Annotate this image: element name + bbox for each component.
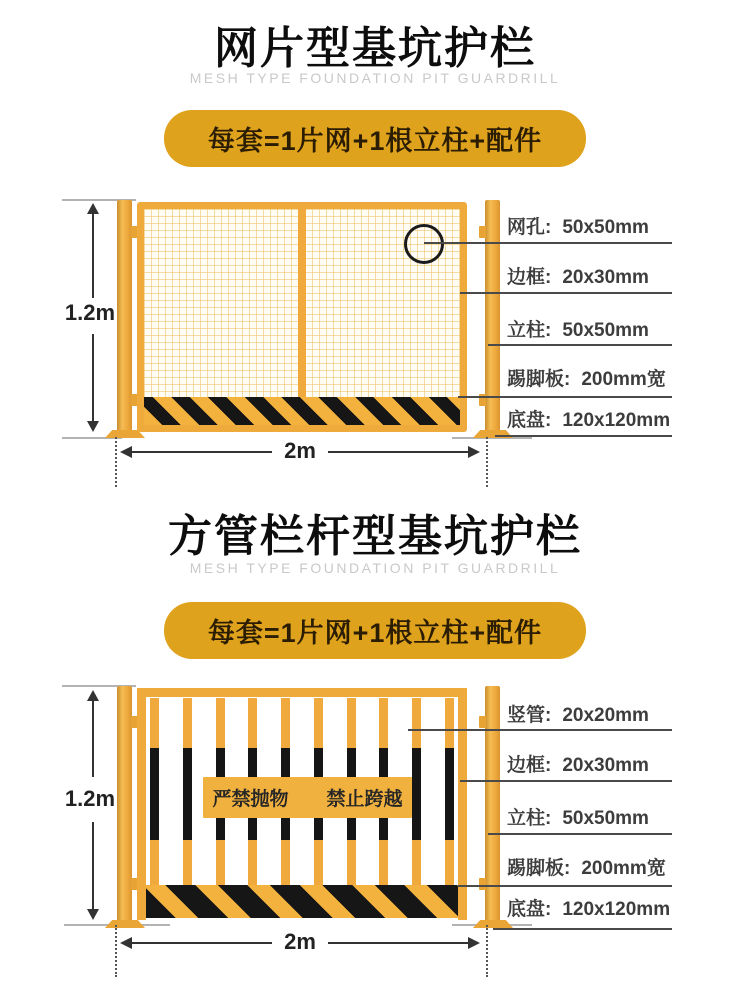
left-base-plate — [105, 920, 145, 928]
spec-label: 竖管: — [507, 705, 552, 726]
center-divider — [298, 209, 306, 397]
spec-row — [507, 315, 649, 342]
left-rail — [137, 688, 146, 920]
extension-line — [115, 925, 117, 977]
square-tube-bar — [412, 698, 421, 885]
square-tube-bar — [445, 698, 454, 885]
bracket — [479, 716, 486, 728]
height-dim-line — [92, 822, 94, 910]
extension-line — [486, 437, 488, 487]
leader-line — [488, 833, 672, 835]
set-contents-badge: 每套=1片网+1根立柱+配件 — [164, 110, 586, 167]
section2-subtitle: MESH TYPE FOUNDATION PIT GUARDRILL — [189, 560, 561, 576]
spec-value: 120x120mm — [562, 410, 671, 431]
height-dim-line — [92, 334, 94, 422]
leader-line — [460, 292, 672, 294]
leader-line — [458, 885, 672, 887]
spec-value: 20x30mm — [562, 755, 649, 776]
spec-value: 200mm宽 — [581, 858, 666, 879]
leader-line — [460, 780, 672, 782]
leader-line — [493, 928, 672, 930]
spec-row — [507, 750, 649, 777]
section2-badge-wrap — [0, 602, 750, 659]
spec-row — [507, 405, 670, 432]
spec-label: 底盘: — [507, 899, 552, 920]
bracket — [479, 226, 486, 238]
section2-title: 方管栏杆型基坑护栏 — [168, 512, 582, 561]
arrowhead-left-icon — [120, 937, 132, 949]
spec-label: 踢脚板: — [507, 858, 571, 879]
spec-row — [507, 894, 670, 921]
section1-subtitle: MESH TYPE FOUNDATION PIT GUARDRILL — [189, 70, 561, 86]
width-dimension-label: 2m — [272, 438, 328, 464]
bracket — [479, 878, 486, 890]
spec-value: 50x50mm — [562, 320, 649, 341]
spec-label: 立柱: — [507, 320, 552, 341]
extension-line — [115, 437, 117, 487]
extension-line — [486, 925, 488, 977]
arrowhead-right-icon — [468, 446, 480, 458]
spec-row — [507, 853, 666, 880]
height-dimension-label: 1.2m — [64, 300, 116, 325]
leader-line — [424, 242, 672, 244]
width-dimension-label: 2m — [272, 929, 328, 955]
spec-label: 网孔: — [507, 217, 552, 238]
hazard-stripe-band — [146, 885, 458, 918]
spec-label: 底盘: — [507, 410, 552, 431]
spec-label: 踢脚板: — [507, 369, 571, 390]
arrowhead-left-icon — [120, 446, 132, 458]
height-dim-line — [92, 212, 94, 298]
square-tube-bar — [183, 698, 192, 885]
right-base-plate — [473, 920, 513, 928]
spec-label: 边框: — [507, 267, 552, 288]
warning-banner — [203, 777, 412, 818]
height-dim-line — [92, 699, 94, 777]
leader-line — [495, 435, 672, 437]
leader-line — [408, 729, 672, 731]
spec-row — [507, 700, 649, 727]
spec-value: 50x50mm — [562, 808, 649, 829]
warning-text: 禁止跨越 — [326, 789, 403, 810]
spec-value: 50x50mm — [562, 217, 649, 238]
warning-text: 严禁抛物 — [212, 789, 289, 810]
leader-line — [488, 344, 672, 346]
height-dimension-label: 1.2m — [64, 786, 116, 811]
spec-value: 120x120mm — [562, 899, 671, 920]
spec-row — [507, 262, 649, 289]
spec-label: 边框: — [507, 755, 552, 776]
hazard-stripe-band — [144, 397, 460, 425]
section1-title: 网片型基坑护栏 — [214, 24, 536, 73]
leader-line — [458, 396, 672, 398]
spec-value: 20x20mm — [562, 705, 649, 726]
arrowhead-right-icon — [468, 937, 480, 949]
spec-row — [507, 212, 649, 239]
spec-row — [507, 364, 666, 391]
arrowhead-down-icon — [87, 909, 99, 920]
spec-value: 20x30mm — [562, 267, 649, 288]
set-contents-badge: 每套=1片网+1根立柱+配件 — [164, 602, 586, 659]
spec-value: 200mm宽 — [581, 369, 666, 390]
mesh-callout-circle — [404, 224, 444, 264]
square-tube-bar — [150, 698, 159, 885]
spec-label: 立柱: — [507, 808, 552, 829]
arrowhead-down-icon — [87, 421, 99, 432]
section1-badge-wrap — [0, 110, 750, 167]
top-rail — [137, 688, 467, 697]
spec-row — [507, 803, 649, 830]
